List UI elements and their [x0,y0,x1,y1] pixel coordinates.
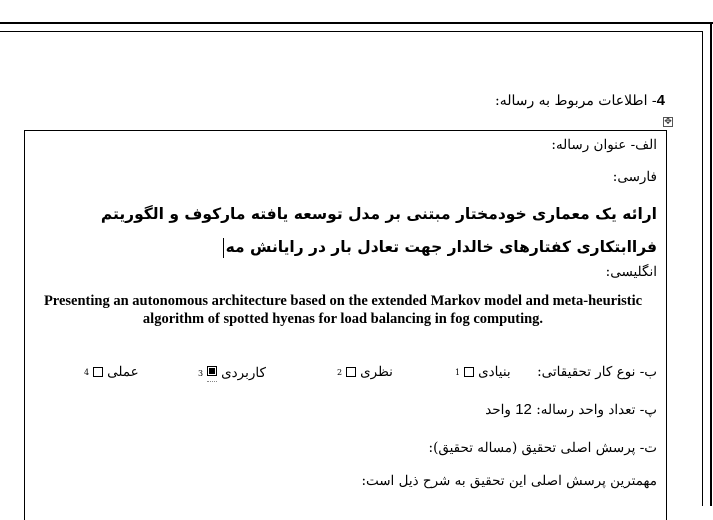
footnote-3: 3 [198,368,204,378]
option-practical-checkbox[interactable] [93,367,103,377]
option-fundamental-checkbox[interactable] [464,367,474,377]
document-frame-right-inner [702,31,703,506]
research-question-label: ت- پرسش اصلی تحقیق (مساله تحقیق): [428,440,657,456]
option-practical-label: عملی [107,364,139,380]
option-fundamental-label: بنیادی [478,364,511,380]
research-question-intro: مهمترین پرسش اصلی این تحقیق به شرح ذیل است: [361,473,657,489]
units-row [485,401,657,418]
document-frame-right-outer [710,22,712,506]
section-number: 4 [656,92,665,109]
english-title: Presenting an autonomous architecture based on the extended Markov model and meta-heuristic algorithm of spotted hyenas for load balancing in fog computing. [43,293,643,327]
footnote-4: 4 [84,367,90,377]
document-frame-top-outer [0,22,713,24]
option-applied-checkbox[interactable] [207,366,217,376]
footnote-1: 1 [455,367,461,377]
persian-label: فارسی: [612,169,657,185]
footnote-2: 2 [337,367,343,377]
thesis-title-label: الف- عنوان رساله: [551,137,657,153]
section-title: - اطلاعات مربوط به رساله: [494,93,657,109]
persian-title[interactable] [47,198,657,264]
persian-title-text: ارائه یک معماری خودمختار مبتنی بر مدل توسعه یافته مارکوف و الگوریتم فراابتکاری کفتارهای خالدار جهت تعادل بار در رایانش مه [100,205,657,256]
units-value: 12 [515,401,532,418]
units-unit: واحد [485,402,511,418]
text-cursor [223,238,224,258]
section-heading [495,92,665,109]
table-move-handle-icon[interactable]: ✥ [664,117,672,127]
option-practical[interactable] [84,364,139,380]
option-theoretical-label: نظری [360,364,393,380]
option-theoretical-checkbox[interactable] [346,367,356,377]
research-type-label: ب- نوع کار تحقیقاتی: [537,364,657,380]
option-theoretical[interactable] [337,364,393,380]
option-fundamental[interactable] [455,364,511,380]
option-applied[interactable] [198,364,266,382]
document-frame-top-inner [0,31,702,32]
option-applied-label: کاربردی [221,365,266,381]
english-label: انگلیسی: [605,264,657,280]
units-label: پ- تعداد واحد رساله: [536,402,657,418]
